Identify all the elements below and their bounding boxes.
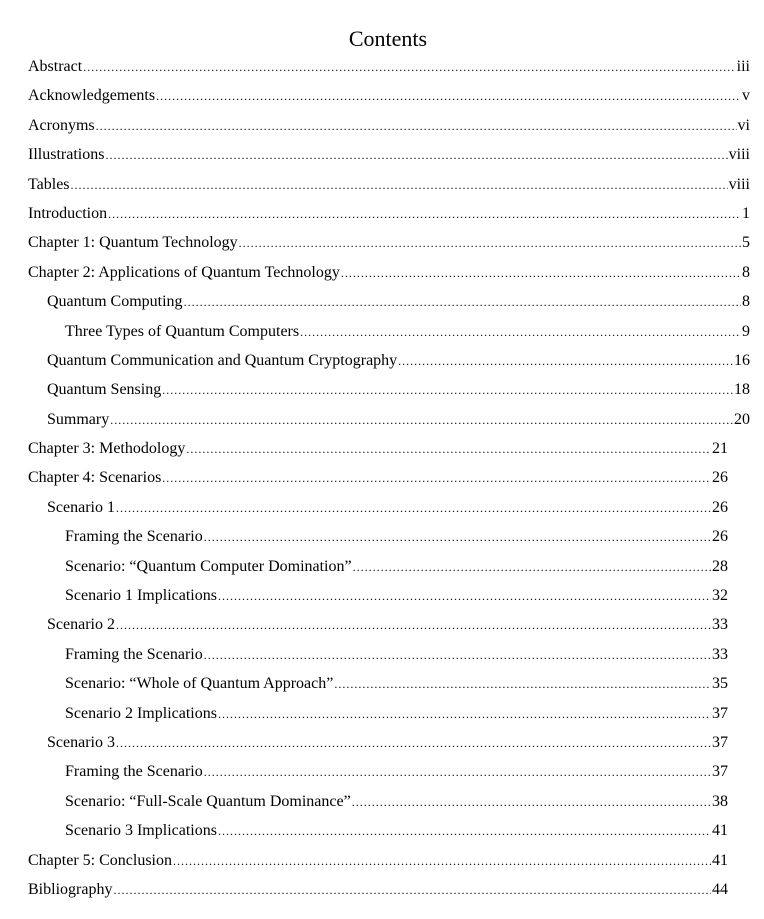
toc-entry-page-number[interactable]: 26 (712, 498, 728, 516)
toc-entry-page-number[interactable]: 41 (712, 851, 728, 869)
toc-list (28, 55, 750, 907)
dot-leader (300, 321, 741, 343)
dot-leader (108, 203, 741, 225)
toc-entry-label[interactable]: Acknowledgements (28, 87, 156, 105)
toc-entry-label[interactable]: Scenario 1 (47, 498, 115, 516)
toc-entry[interactable] (28, 466, 728, 495)
dot-leader (353, 556, 711, 578)
dot-leader (204, 644, 711, 666)
toc-entry-label[interactable]: Chapter 1: Quantum Technology (28, 234, 238, 252)
toc-entry[interactable] (28, 496, 728, 525)
dot-leader (186, 438, 711, 460)
dot-leader (204, 761, 711, 783)
toc-entry-page-number[interactable]: 8 (742, 263, 750, 281)
toc-entry-page-number[interactable]: viii (728, 146, 750, 164)
toc-entry-page-number[interactable]: 37 (712, 733, 728, 751)
toc-entry[interactable] (28, 525, 728, 554)
toc-entry-label[interactable]: Quantum Computing (47, 293, 183, 311)
dot-leader (334, 673, 711, 695)
page-title: Contents (348, 26, 428, 51)
dot-leader (116, 614, 711, 636)
toc-entry-label[interactable]: Three Types of Quantum Computers (65, 322, 300, 340)
toc-entry[interactable] (28, 349, 750, 378)
toc-entry[interactable] (28, 878, 728, 907)
toc-entry-page-number[interactable]: 16 (734, 351, 750, 369)
toc-entry-page-number[interactable]: 8 (742, 293, 750, 311)
dot-leader (204, 526, 711, 548)
toc-entry-page-number[interactable]: 26 (712, 469, 728, 487)
toc-entry-label[interactable]: Scenario: “Full-Scale Quantum Dominance” (65, 792, 351, 810)
toc-entry[interactable] (28, 290, 750, 319)
toc-entry-page-number[interactable]: 37 (712, 763, 728, 781)
toc-entry-page-number[interactable]: 32 (712, 587, 728, 605)
toc-entry-label[interactable]: Scenario 3 Implications (65, 822, 217, 840)
toc-entry-page-number[interactable]: 21 (712, 440, 728, 458)
toc-entry[interactable] (28, 613, 728, 642)
toc-entry-page-number[interactable]: 35 (712, 675, 728, 693)
toc-entry-page-number[interactable]: vi (737, 116, 750, 134)
toc-entry-label[interactable]: Framing the Scenario (65, 763, 203, 781)
toc-entry-page-number[interactable]: 9 (742, 322, 750, 340)
toc-entry[interactable] (28, 261, 750, 290)
dot-leader (71, 174, 728, 196)
toc-entry[interactable] (28, 555, 728, 584)
toc-entry-label[interactable]: Illustrations (28, 146, 105, 164)
toc-entry[interactable] (28, 731, 728, 760)
toc-entry-label[interactable]: Scenario 3 (47, 733, 115, 751)
toc-entry-page-number[interactable]: iii (736, 58, 750, 75)
toc-entry[interactable] (28, 378, 750, 407)
toc-entry-label[interactable]: Chapter 4: Scenarios (28, 469, 162, 487)
toc-entry[interactable] (28, 231, 750, 260)
toc-entry-page-number[interactable]: 37 (712, 704, 728, 722)
toc-entry-page-number[interactable]: 33 (712, 616, 728, 634)
dot-leader (173, 850, 711, 872)
dot-leader (96, 115, 737, 137)
toc-entry-label[interactable]: Tables (28, 175, 70, 193)
toc-entry-label[interactable]: Chapter 5: Conclusion (28, 851, 172, 869)
toc-entry[interactable] (28, 819, 728, 848)
dot-leader (162, 379, 733, 401)
toc-entry[interactable] (28, 55, 750, 84)
toc-entry-page-number[interactable]: v (742, 87, 750, 105)
toc-entry-label[interactable]: Scenario: “Quantum Computer Domination” (65, 557, 352, 575)
toc-entry-label[interactable]: Acronyms (28, 116, 95, 134)
dot-leader (184, 291, 741, 313)
toc-entry-label[interactable]: Scenario 2 Implications (65, 704, 217, 722)
dot-leader (116, 732, 711, 754)
toc-entry[interactable] (28, 437, 728, 466)
toc-entry-label[interactable]: Quantum Communication and Quantum Cryptography (47, 351, 398, 369)
toc-entry-label[interactable]: Framing the Scenario (65, 528, 203, 546)
toc-entry[interactable] (28, 672, 728, 701)
dot-leader (156, 85, 741, 107)
toc-entry[interactable] (28, 849, 728, 878)
toc-entry[interactable] (28, 84, 750, 113)
dot-leader (352, 791, 711, 813)
toc-entry-page-number[interactable]: viii (728, 175, 750, 193)
toc-entry-label[interactable]: Scenario 2 (47, 616, 115, 634)
dot-leader (83, 56, 735, 78)
toc-entry-page-number[interactable]: 41 (712, 822, 728, 840)
dot-leader (116, 497, 711, 519)
toc-entry-page-number[interactable]: 1 (742, 204, 750, 222)
toc-entry-page-number[interactable]: 28 (712, 557, 728, 575)
toc-entry-label[interactable]: Bibliography (28, 880, 113, 898)
toc-entry-page-number[interactable]: 5 (742, 234, 750, 252)
toc-entry[interactable] (28, 320, 750, 349)
toc-entry-page-number[interactable]: 18 (734, 381, 750, 399)
toc-entry-page-number[interactable]: 44 (712, 880, 728, 898)
toc-entry-page-number[interactable]: 26 (712, 528, 728, 546)
dot-leader (105, 144, 727, 166)
toc-entry-label[interactable]: Abstract (28, 58, 83, 75)
toc-entry-label[interactable]: Chapter 2: Applications of Quantum Technology (28, 263, 340, 281)
toc-entry[interactable] (28, 584, 728, 613)
dot-leader (218, 585, 711, 607)
toc-entry-label[interactable]: Scenario 1 Implications (65, 587, 217, 605)
toc-entry[interactable] (28, 760, 728, 789)
dot-leader (218, 820, 711, 842)
dot-leader (239, 232, 741, 254)
toc-entry[interactable] (28, 408, 750, 437)
toc-entry[interactable] (28, 143, 750, 172)
dot-leader (341, 262, 741, 284)
dot-leader (218, 703, 711, 725)
toc-entry-label[interactable]: Introduction (28, 204, 108, 222)
toc-entry-page-number[interactable]: 20 (734, 410, 750, 428)
toc-entry-label[interactable]: Framing the Scenario (65, 645, 203, 663)
dot-leader (398, 350, 733, 372)
toc-entry[interactable] (28, 702, 728, 731)
dot-leader (162, 467, 711, 489)
dot-leader (113, 879, 711, 901)
toc-entry[interactable] (28, 173, 750, 202)
toc-entry-label[interactable]: Scenario: “Whole of Quantum Approach” (65, 675, 334, 693)
toc-entry[interactable] (28, 202, 750, 231)
toc-entry-page-number[interactable]: 33 (712, 645, 728, 663)
toc-entry[interactable] (28, 643, 728, 672)
toc-entry[interactable] (28, 114, 750, 143)
toc-entry-label[interactable]: Quantum Sensing (47, 381, 162, 399)
dot-leader (110, 409, 733, 431)
toc-entry[interactable] (28, 790, 728, 819)
toc-entry-page-number[interactable]: 38 (712, 792, 728, 810)
toc-entry-label[interactable]: Chapter 3: Methodology (28, 440, 186, 458)
toc-entry-label[interactable]: Summary (47, 410, 110, 428)
